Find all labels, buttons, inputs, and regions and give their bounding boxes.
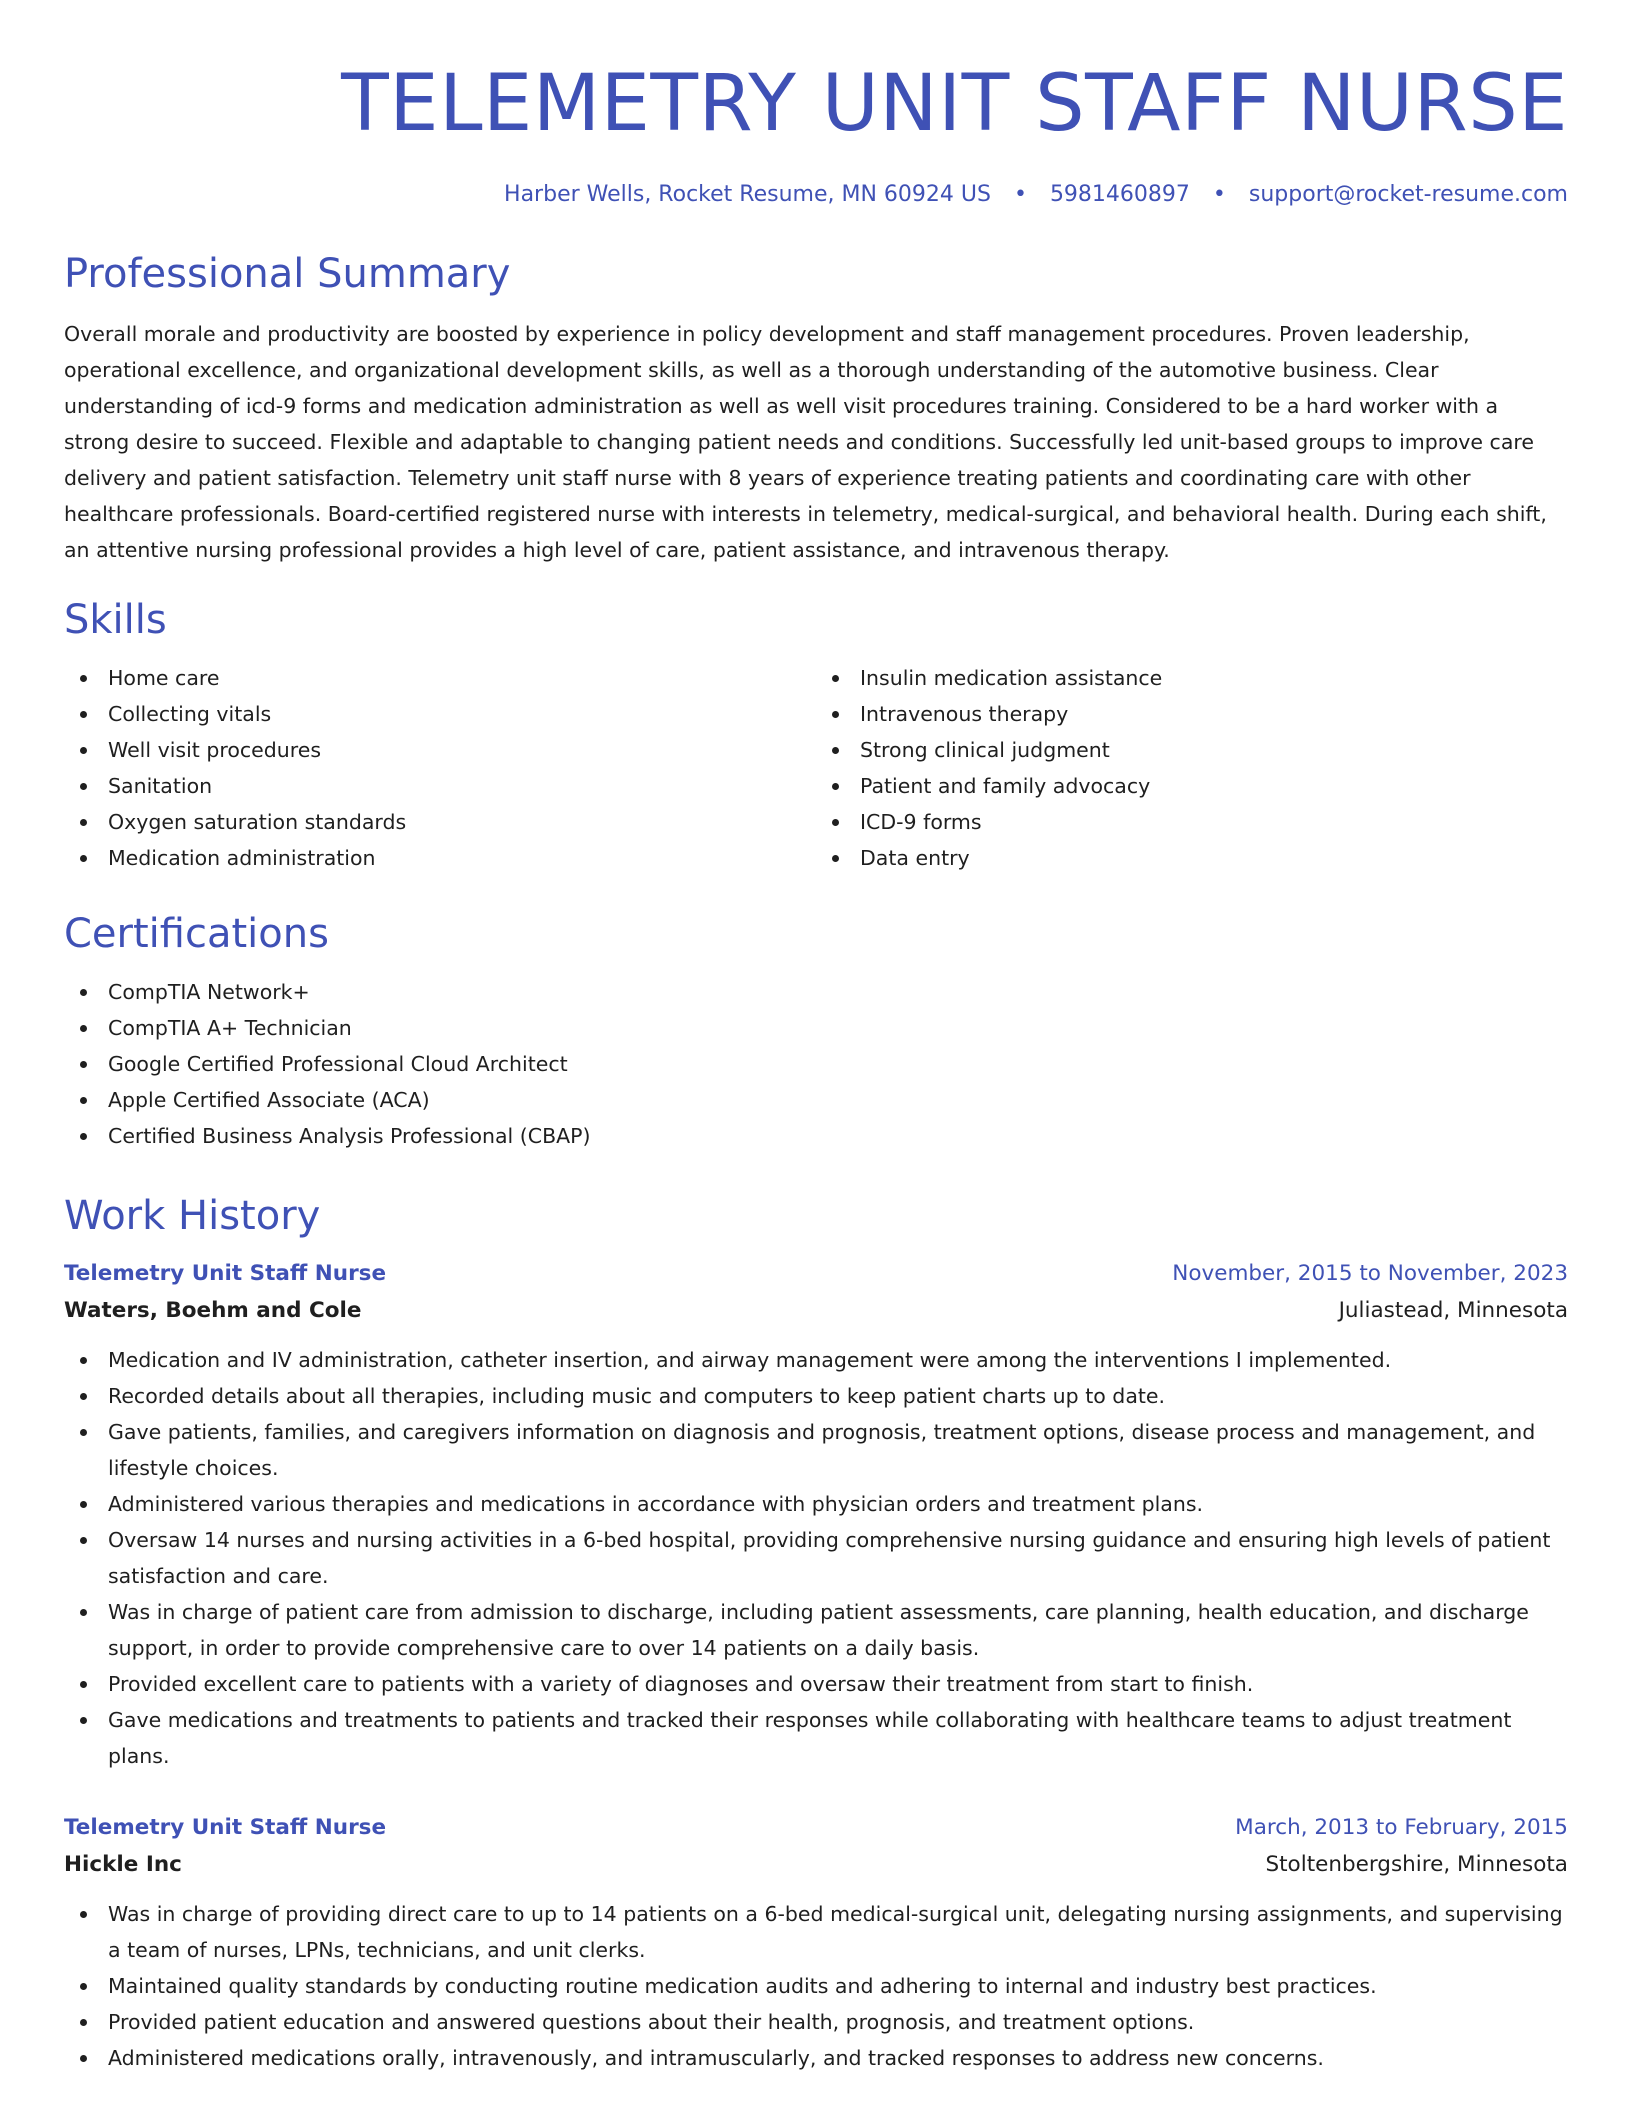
skills-grid: [64, 660, 1568, 876]
skill-item: ICD-9 forms: [816, 804, 1568, 840]
contact-address: Harber Wells, Rocket Resume, MN 60924 US: [504, 182, 991, 207]
skill-item: Collecting vitals: [64, 696, 816, 732]
job-header-row: [64, 1256, 1568, 1292]
contact-email: support@rocket-resume.com: [1248, 182, 1568, 207]
skill-item: Data entry: [816, 840, 1568, 876]
job-company: Hickle Inc: [64, 1852, 182, 1877]
certifications-heading: Certifications: [64, 911, 329, 957]
job-employer-row: [64, 1846, 1568, 1884]
job-duty-item: Administered medications orally, intravenously, and intramuscularly, and tracked responses to address new concerns.: [64, 2040, 1568, 2076]
certification-item: Google Certified Professional Cloud Architect: [64, 1046, 1568, 1082]
job-duty-item: Was in charge of providing direct care to up to 14 patients on a 6-bed medical-surgical unit, delegating nursing assignments, and supervising a team of nurses, LPNs, technicians, and unit clerks.: [64, 1896, 1568, 1968]
job-duty-item: Provided excellent care to patients with a variety of diagnoses and oversaw their treatment from start to finish.: [64, 1666, 1568, 1702]
skill-item: Patient and family advocacy: [816, 768, 1568, 804]
job-location: Stoltenbergshire, Minnesota: [1265, 1852, 1568, 1877]
job-duty-item: Provided patient education and answered questions about their health, prognosis, and treatment options.: [64, 2004, 1568, 2040]
certifications-list: [64, 974, 1568, 1154]
job-dates: November, 2015 to November, 2023: [1172, 1261, 1568, 1286]
job-duty-item: Medication and IV administration, catheter insertion, and airway management were among the interventions I implemented.: [64, 1342, 1568, 1378]
skills-column-right: [816, 660, 1568, 876]
skill-item: Sanitation: [64, 768, 816, 804]
skills-list-right: [816, 660, 1568, 876]
job-dates: March, 2013 to February, 2015: [1235, 1815, 1568, 1840]
skill-item: Medication administration: [64, 840, 816, 876]
skill-item: Intravenous therapy: [816, 696, 1568, 732]
job-duty-item: Maintained quality standards by conducting routine medication audits and adhering to internal and industry best practices.: [64, 1968, 1568, 2004]
job-duty-item: Gave medications and treatments to patients and tracked their responses while collaborating with healthcare teams to adjust treatment plans.: [64, 1702, 1568, 1774]
job-entry: [64, 1810, 1568, 2076]
job-title: Telemetry Unit Staff Nurse: [64, 1815, 387, 1840]
job-duty-item: Was in charge of patient care from admission to discharge, including patient assessments, care planning, health education, and discharge support, in order to provide comprehensive care to over 14 patients on a daily basis.: [64, 1594, 1568, 1666]
skill-item: Well visit procedures: [64, 732, 816, 768]
certification-item: CompTIA A+ Technician: [64, 1010, 1568, 1046]
skills-heading: Skills: [64, 597, 167, 643]
job-header-row: [64, 1810, 1568, 1846]
job-title: Telemetry Unit Staff Nurse: [64, 1261, 387, 1286]
job-entry: [64, 1256, 1568, 1774]
skill-item: Insulin medication assistance: [816, 660, 1568, 696]
summary-heading: Professional Summary: [64, 251, 511, 297]
skill-item: Oxygen saturation standards: [64, 804, 816, 840]
summary-text: Overall morale and productivity are boosted by experience in policy development and staff management procedures. Proven leadership, operational excellence, and organizational development skills, as well as a thorough understanding of the automotive business. Clear understanding of icd-9 forms and medication administration as well as well visit procedures training. Considered to be a hard worker with a strong desire to succeed. Flexible and adaptable to changing patient needs and conditions. Successfully led unit-based groups to improve care delivery and patient satisfaction. Telemetry unit staff nurse with 8 years of experience treating patients and coordinating care with other healthcare professionals. Board-certified registered nurse with interests in telemetry, medical-surgical, and behavioral health. During each shift, an attentive nursing professional provides a high level of care, patient assistance, and intravenous therapy.: [64, 322, 1547, 562]
skills-column-left: [64, 660, 816, 876]
contact-line: [64, 180, 1568, 210]
skills-list-left: [64, 660, 816, 876]
job-location: Juliastead, Minnesota: [1338, 1298, 1568, 1323]
page-title: TELEMETRY UNIT STAFF NURSE: [341, 59, 1568, 149]
job-duty-item: Gave patients, families, and caregivers information on diagnosis and prognosis, treatment options, disease process and management, and lifestyle choices.: [64, 1414, 1568, 1486]
job-duty-item: Administered various therapies and medications in accordance with physician orders and treatment plans.: [64, 1486, 1568, 1522]
certification-item: CompTIA Network+: [64, 974, 1568, 1010]
skill-item: Strong clinical judgment: [816, 732, 1568, 768]
contact-phone: 5981460897: [1049, 182, 1190, 207]
job-duties-list: [64, 1896, 1568, 2076]
contact-separator: •: [1013, 182, 1027, 207]
work-history-heading: Work History: [64, 1193, 321, 1239]
skill-item: Home care: [64, 660, 816, 696]
certification-item: Certified Business Analysis Professional (CBAP): [64, 1118, 1568, 1154]
job-duties-list: [64, 1342, 1568, 1774]
job-duty-item: Recorded details about all therapies, including music and computers to keep patient charts up to date.: [64, 1378, 1568, 1414]
contact-separator: •: [1212, 182, 1226, 207]
job-company: Waters, Boehm and Cole: [64, 1298, 362, 1323]
job-duty-item: Oversaw 14 nurses and nursing activities in a 6-bed hospital, providing comprehensive nursing guidance and ensuring high levels of patient satisfaction and care.: [64, 1522, 1568, 1594]
resume-page: [64, 0, 1568, 2076]
job-employer-row: [64, 1292, 1568, 1330]
certification-item: Apple Certified Associate (ACA): [64, 1082, 1568, 1118]
